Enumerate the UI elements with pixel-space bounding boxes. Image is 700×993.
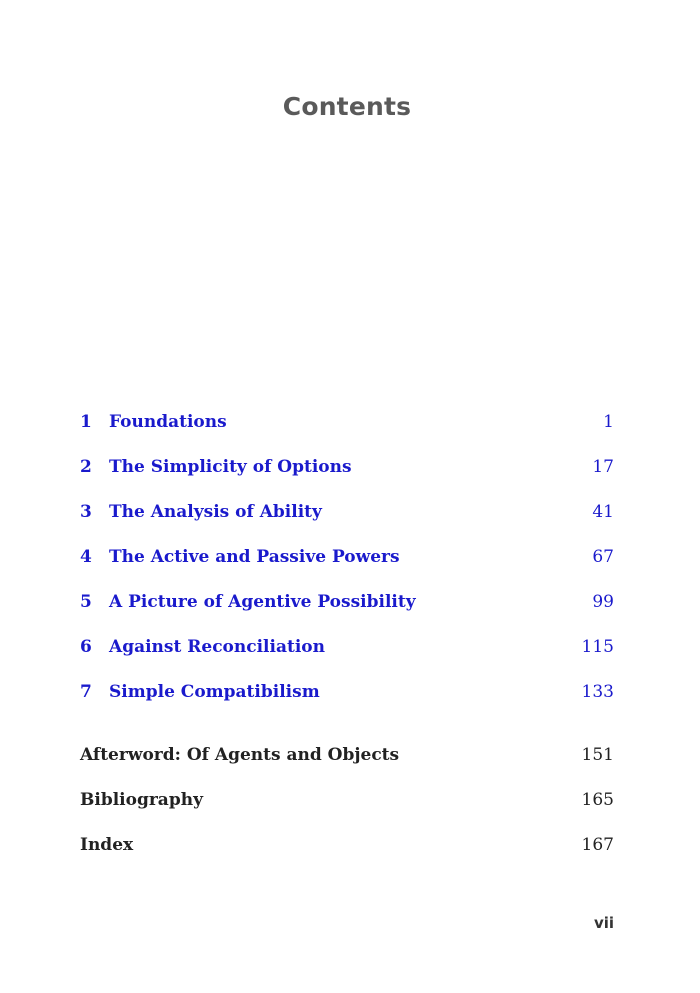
page-title: Contents [282, 92, 412, 121]
chapter-number: 1 [80, 412, 92, 432]
toc-chapter-6[interactable] [80, 634, 614, 660]
chapter-number: 7 [80, 682, 92, 702]
chapter-number: 3 [80, 502, 92, 522]
chapter-page[interactable]: 41 [592, 502, 614, 522]
chapter-title[interactable]: Against Reconciliation [109, 637, 325, 657]
toc-chapter-3[interactable] [80, 499, 614, 525]
toc-bibliography [80, 787, 614, 813]
toc-chapter-2[interactable] [80, 454, 614, 480]
page-number: vii [593, 914, 614, 932]
toc-chapter-7[interactable] [80, 679, 614, 705]
chapter-title[interactable]: Simple Compatibilism [109, 682, 320, 702]
back-matter-page: 165 [581, 790, 614, 810]
chapter-title[interactable]: A Picture of Agentive Possibility [109, 592, 416, 612]
back-matter-page: 167 [581, 835, 614, 855]
chapter-page[interactable]: 1 [603, 412, 614, 432]
toc-index [80, 832, 614, 858]
chapter-number: 6 [80, 637, 92, 657]
chapter-page[interactable]: 99 [592, 592, 614, 612]
chapter-number: 4 [80, 547, 92, 567]
back-matter-page: 151 [581, 745, 614, 765]
chapter-page[interactable]: 133 [581, 682, 614, 702]
chapter-number: 2 [80, 457, 92, 477]
chapter-page[interactable]: 115 [581, 637, 614, 657]
chapter-page[interactable]: 67 [592, 547, 614, 567]
chapter-title[interactable]: Foundations [109, 412, 227, 432]
toc-chapter-1[interactable] [80, 409, 614, 435]
toc-chapter-5[interactable] [80, 589, 614, 615]
toc-afterword [80, 742, 614, 768]
chapter-title[interactable]: The Active and Passive Powers [109, 547, 400, 567]
toc-chapter-4[interactable] [80, 544, 614, 570]
back-matter-title: Index [80, 835, 134, 855]
chapter-number: 5 [80, 592, 92, 612]
back-matter-title: Afterword: Of Agents and Objects [80, 745, 400, 765]
chapter-title[interactable]: The Analysis of Ability [109, 502, 322, 522]
chapter-title[interactable]: The Simplicity of Options [109, 457, 352, 477]
back-matter-title: Bibliography [80, 790, 203, 810]
chapter-page[interactable]: 17 [592, 457, 614, 477]
